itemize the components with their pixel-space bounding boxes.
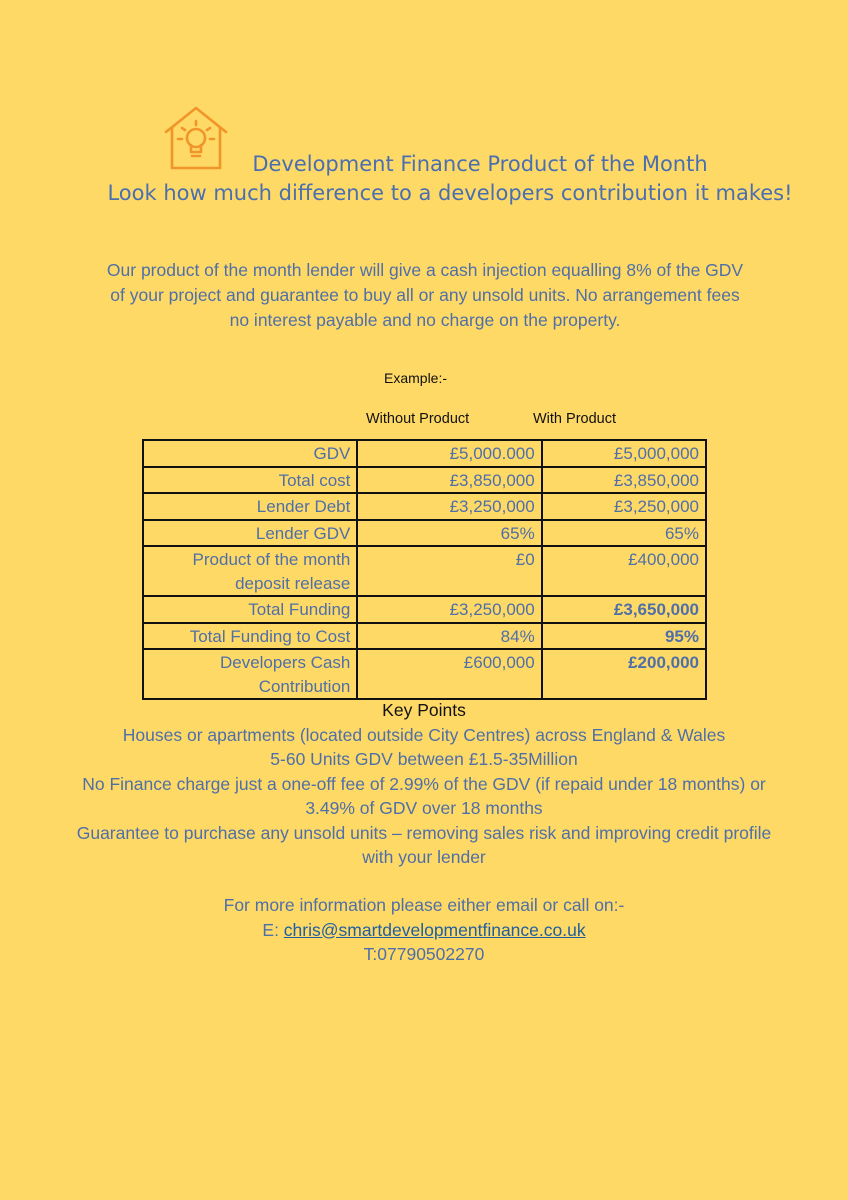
with-value: £3,250,000 [542, 493, 706, 520]
row-label: Total Funding [143, 596, 357, 623]
without-value: £0 [357, 546, 541, 596]
with-value: 65% [542, 520, 706, 547]
table-row [143, 467, 706, 494]
row-label: Total cost [143, 467, 357, 494]
table-row [143, 440, 706, 467]
table-row [143, 649, 706, 699]
key-points [74, 698, 774, 870]
key-point-item: No Finance charge just a one-off fee of 2.99% of the GDV (if repaid under 18 months) or 3.49% of GDV over 18 months [82, 773, 766, 818]
contact-intro: For more information please either email or call on:- [223, 895, 625, 915]
with-value: £200,000 [542, 649, 706, 699]
title-line-2: Look how much difference to a developers contribution it makes! [107, 181, 793, 205]
without-value: £3,250,000 [357, 493, 541, 520]
with-value: £3,850,000 [542, 467, 706, 494]
table-row [143, 520, 706, 547]
key-points-title: Key Points [382, 700, 466, 720]
table-row [143, 596, 706, 623]
column-header-without: Without Product [366, 411, 470, 427]
email-prefix: E: [262, 919, 284, 940]
without-value: £600,000 [357, 649, 541, 699]
contact-phone: T:07790502270 [363, 944, 485, 964]
title-line-1: Development Finance Product of the Month [252, 152, 708, 176]
comparison-table [142, 439, 707, 700]
row-label: Product of the month deposit release [143, 546, 357, 596]
contact-email-line [74, 918, 774, 943]
row-label: Lender Debt [143, 493, 357, 520]
without-value: 65% [357, 520, 541, 547]
without-value: £5,000.000 [357, 440, 541, 467]
column-header-with: With Product [533, 411, 616, 427]
key-point-item: Guarantee to purchase any unsold units – removing sales risk and improving credit profile with your lender [76, 822, 772, 867]
contact-info [74, 893, 774, 967]
row-label: Total Funding to Cost [143, 623, 357, 650]
key-point-item: 5-60 Units GDV between £1.5-35Million [270, 749, 578, 769]
with-value: £5,000,000 [542, 440, 706, 467]
example-label: Example:- [384, 370, 448, 386]
key-point-item: Houses or apartments (located outside City Centres) across England & Wales [122, 724, 726, 745]
without-value: 84% [357, 623, 541, 650]
email-link[interactable]: chris@smartdevelopmentfinance.co.uk [283, 919, 586, 940]
with-value: 95% [542, 623, 706, 650]
without-value: £3,850,000 [357, 467, 541, 494]
row-label: Developers Cash Contribution [143, 649, 357, 699]
with-value: £400,000 [542, 546, 706, 596]
row-label: GDV [143, 440, 357, 467]
page-title [100, 150, 800, 208]
table-row [143, 546, 706, 596]
table-row [143, 623, 706, 650]
row-label: Lender GDV [143, 520, 357, 547]
table-row [143, 493, 706, 520]
intro-paragraph: Our product of the month lender will give a cash injection equalling 8% of the GDV of your project and guarantee to buy all or any unsold units. No arrangement fees no interest payable and no charge on the property. [106, 260, 744, 330]
without-value: £3,250,000 [357, 596, 541, 623]
with-value: £3,650,000 [542, 596, 706, 623]
